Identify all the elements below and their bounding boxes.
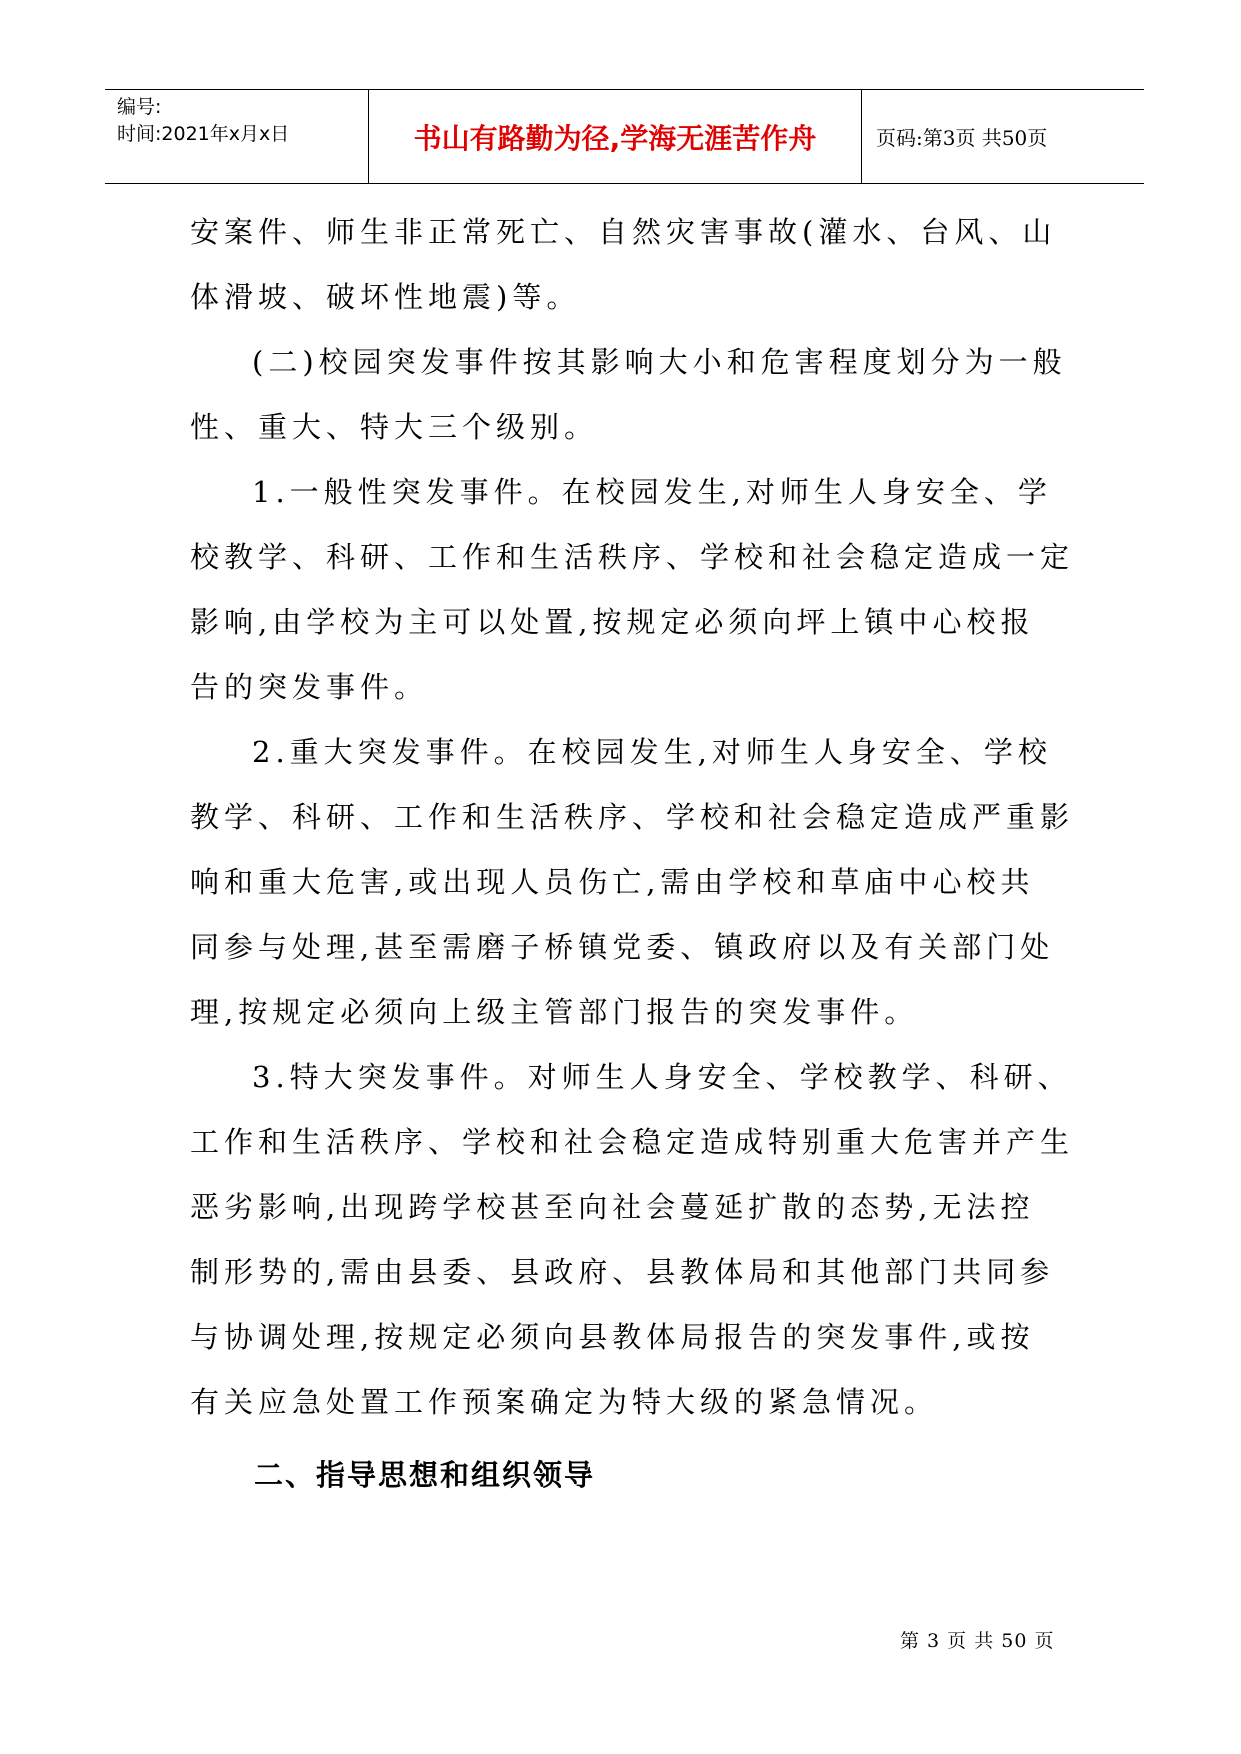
body-line: 制形势的,需由县委、县政府、县教体局和其他部门共同参 (190, 1255, 1055, 1289)
body-line: 性、重大、特大三个级别。 (190, 410, 599, 444)
body-line: 工作和生活秩序、学校和社会稳定造成特别重大危害并产生 (190, 1125, 1075, 1159)
body-line: 影响,由学校为主可以处置,按规定必须向坪上镇中心校报 (190, 605, 1035, 639)
body-line: 2.重大突发事件。在校园发生,对师生人身安全、学校 (252, 735, 1052, 769)
document-header (105, 89, 1144, 184)
document-body (190, 200, 1075, 1508)
body-line: 恶劣影响,出现跨学校甚至向社会蔓延扩散的态势,无法控 (190, 1190, 1035, 1224)
header-page-code: 页码:第3页 共50页 (876, 126, 1048, 150)
body-line: 与协调处理,按规定必须向县教体局报告的突发事件,或按 (190, 1320, 1035, 1354)
page-footer: 第 3 页 共 50 页 (900, 1630, 1055, 1652)
body-line: 告的突发事件。 (190, 670, 429, 704)
body-line: 3.特大突发事件。对师生人身安全、学校教学、科研、 (252, 1060, 1072, 1094)
section-heading: 二、指导思想和组织领导 (254, 1458, 596, 1492)
body-line: 1.一般性突发事件。在校园发生,对师生人身安全、学 (252, 475, 1052, 509)
body-line: 同参与处理,甚至需磨子桥镇党委、镇政府以及有关部门处 (190, 930, 1055, 964)
body-line: 响和重大危害,或出现人员伤亡,需由学校和草庙中心校共 (190, 865, 1035, 899)
body-line: 安案件、师生非正常死亡、自然灾害事故(灌水、台风、山 (190, 215, 1057, 249)
body-line: 有关应急处置工作预案确定为特大级的紧急情况。 (190, 1385, 939, 1419)
body-line: 校教学、科研、工作和生活秩序、学校和社会稳定造成一定 (190, 540, 1075, 574)
body-line: 理,按规定必须向上级主管部门报告的突发事件。 (190, 995, 919, 1029)
header-motto: 书山有路勤为径,学海无涯苦作舟 (369, 90, 862, 183)
time-label: 时间:2021年x月x日 (117, 123, 290, 145)
body-line: 体滑坡、破坏性地震)等。 (190, 280, 581, 314)
body-line: (二)校园突发事件按其影响大小和危害程度划分为一般 (252, 345, 1067, 379)
header-meta (105, 90, 369, 183)
serial-label: 编号: (117, 96, 162, 118)
body-line: 教学、科研、工作和生活秩序、学校和社会稳定造成严重影 (190, 800, 1075, 834)
